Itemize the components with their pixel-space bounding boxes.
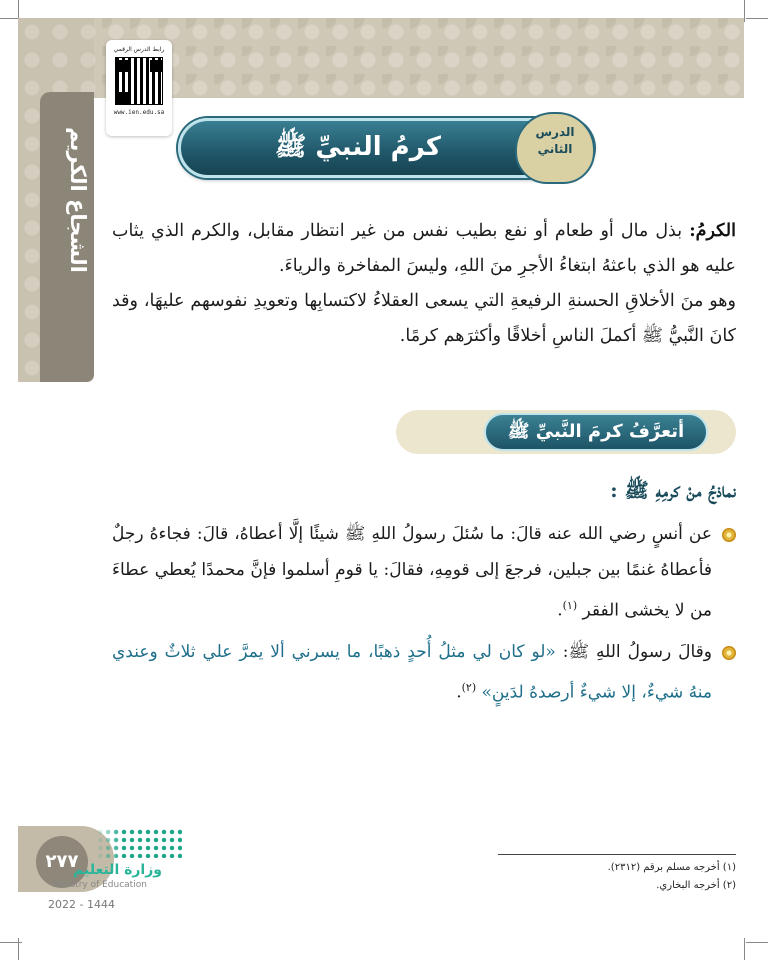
crop-mark	[744, 0, 745, 22]
example-1-end: .	[557, 600, 563, 621]
qr-label: رابط الدرس الرقمي	[113, 46, 165, 53]
example-2-quote: «لو كان لي مثلُ أُحدٍ ذهبًا، ما يسرني ألا يمرَّ علي ثلاثٌ وعندي منهُ شيءٌ، إلا شيءٌ أرصدهُ لدَينٍ»	[112, 642, 712, 703]
crop-mark	[746, 18, 768, 19]
ministry-name-english: Ministry of Education	[52, 880, 147, 890]
crop-mark	[0, 942, 22, 943]
example-item-1	[112, 516, 712, 628]
definition-term: الكرمُ:	[689, 221, 736, 241]
footnote-2: (٢) أخرجه البخاري.	[656, 880, 736, 891]
footnote-ref-2[interactable]: (٢)	[461, 681, 477, 694]
qr-url: www.ien.edu.sa	[113, 109, 165, 116]
example-1-text: عن أنسٍ رضي الله عنه قالَ: ما سُئلَ رسولُ اللهِ ﷺ شيئًا إلَّا أعطاهُ، قالَ: فجاءهُ رجلٌ فأعطاهُ غنمًا بين جبلين، فرجعَ إلى قومِهِ، فقالَ: يا قومِ أسلموا فإنَّ محمدًا يُعطي عطاءَ من لا يخشى الفقر	[112, 524, 712, 621]
footnote-1: (١) أخرجه مسلم برقم (٢٣١٢).	[607, 862, 736, 873]
badge-line-2: الثاني	[537, 142, 573, 156]
crop-mark	[744, 938, 745, 960]
definition-text: بذل مال أو طعام أو نفع بطيب نفس من غير انتظار مقابل، والكرم الذي يثاب عليه هو الذي باعثهُ ابتغاءُ الأجرِ منَ اللهِ، وليسَ المفاخرة والرياءَ.	[112, 221, 736, 276]
section-heading: أتعرَّفُ كرمَ النَّبيِّ ﷺ	[484, 413, 708, 451]
qr-code-icon[interactable]	[115, 57, 163, 105]
intro-paragraph-2: وهو منَ الأخلاقِ الحسنةِ الرفيعةِ التي يسعى العقلاءُ لاكتسابِها وتعويدِ نفوسهم عليهَا، وقد كانَ النَّبيُّ ﷺ أكملَ الناسِ أخلاقًا وأكثرَهم كرمًا.	[112, 291, 736, 346]
footnote-divider	[498, 854, 736, 855]
examples-heading: نماذجُ منْ كرمِهِ ﷺ :	[610, 478, 736, 502]
example-2-prefix: وقالَ رسولُ اللهِ ﷺ:	[555, 642, 712, 662]
bullet-icon	[722, 528, 736, 542]
lesson-number-badge	[515, 112, 595, 184]
bullet-icon	[722, 646, 736, 660]
badge-line-1: الدرس	[535, 125, 575, 139]
edition-year: 2022 - 1444	[48, 898, 115, 911]
intro-paragraph-1	[112, 214, 736, 284]
example-2-end: .	[456, 682, 462, 703]
digital-lesson-qr-card[interactable]	[106, 40, 172, 136]
ministry-name-arabic: وزارة التعليم	[73, 862, 162, 878]
ministry-logo-dots-icon	[96, 828, 182, 858]
page-number: ٢٧٧	[36, 836, 88, 888]
example-item-2	[112, 634, 712, 710]
unit-title: الشجاع الكريم	[66, 127, 90, 273]
intro-definition	[112, 214, 736, 374]
crop-mark	[746, 942, 768, 943]
footnote-ref-1[interactable]: (١)	[562, 599, 578, 612]
lesson-title: كرمُ النبيِّ ﷺ	[274, 132, 442, 162]
